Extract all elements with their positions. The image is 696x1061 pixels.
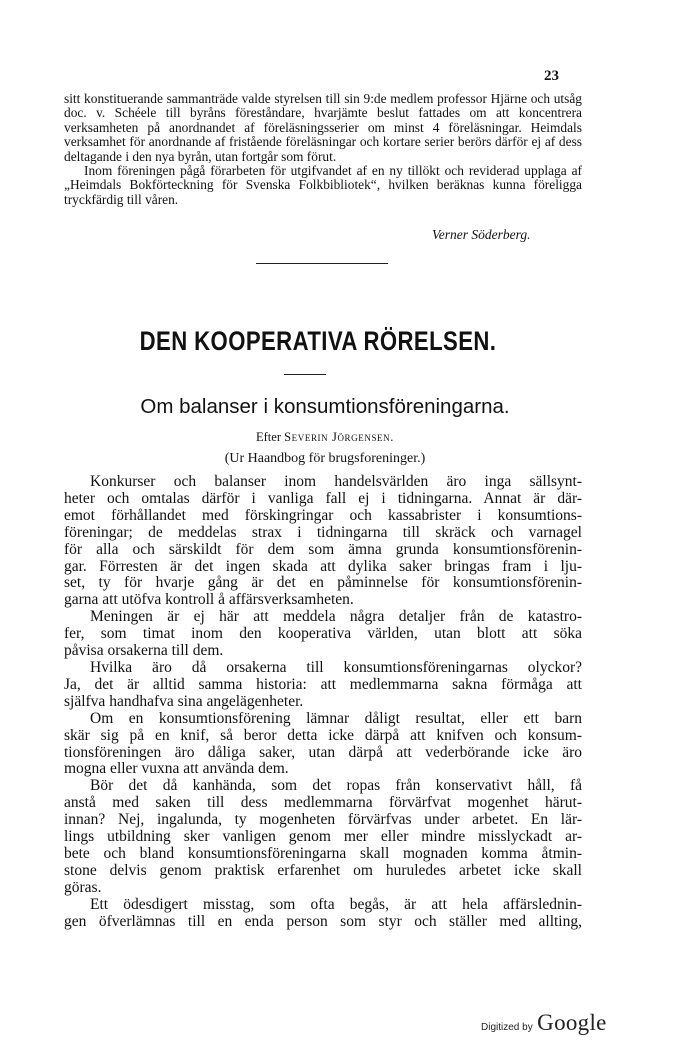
- byline: [0, 430, 650, 445]
- body-line: heter och omtalas därför i vanliga fall ej i tidningarna. Annat är där-: [64, 489, 582, 507]
- body-line: Konkurser och balanser inom handelsvärlden äro inga sällsynt-: [90, 473, 582, 490]
- signature: Verner Söderberg.: [432, 227, 531, 242]
- top-text-block: [64, 92, 582, 207]
- body-line: Om en konsumtionsförening lämnar dåligt resultat, eller ett barn: [90, 709, 582, 727]
- body-line: gar. Förresten är det ingen skada att dylika saker bringas fram i lju-: [64, 557, 582, 575]
- body-line: påvisa orsakerna till dem.: [64, 642, 224, 660]
- body-line: Meningen är ej här att meddela några detaljer från de katastro-: [90, 608, 582, 626]
- top-paragraph-1: sitt konstituerande sammanträde valde styrelsen till sin 9:de medlem professor Hjärne och utsåg doc. v. Schéele till byråns föreståndare, hvarjämte beslut fattades om att koncentrera verksamheten på anordnandet af föreläsningsserier om minst 4 föreläsningar. Heimdals verksamhet för anordnande af fristående föreläsningar och kortare serier berörs därför ej af dess deltagande i den nya byrån, utan fortgår som förut.: [64, 91, 582, 164]
- source-note: (Ur Haandbog för brugsforeninger.): [224, 451, 426, 466]
- body-line: föreningar; de meddelas strax i tidningarna till skräck och varnagel: [64, 523, 582, 541]
- body-line: mogna eller vuxna att använda dem.: [64, 760, 289, 778]
- body-line: set, ty för hvarje gång är det en påminnelse för konsumtionsförenin-: [64, 574, 582, 592]
- body-line: för alla och särskildt för dem som ämna grunda konsumtionsförenin-: [64, 540, 582, 558]
- article-title: Om balanser i konsumtionsföreningarna.: [140, 395, 510, 418]
- digitized-footer: [481, 1010, 607, 1036]
- body-line: Ett ödesdigert misstag, som ofta begås, är att hela affärslednin-: [90, 895, 582, 913]
- body-line: lings utbildning sker vanligen genom mer eller mindre misslyckadt ar-: [64, 828, 582, 846]
- body-line: garna att utöfva kontroll å affärsverksamheten.: [64, 591, 354, 609]
- body-line: göras.: [64, 878, 102, 896]
- body-line: skär sig på en knif, så beror detta icke därpå att knifven och konsum-: [64, 726, 582, 744]
- page-number: 23: [544, 68, 559, 84]
- body-line: fer, som timat inom den kooperativa världen, utan blott att söka: [64, 625, 582, 643]
- divider-short: [284, 374, 326, 375]
- body-line: Bör det då kanhända, som det ropas från konservativt håll, få: [90, 777, 582, 795]
- body-line: anstå med saken till dess medlemmarna förvärfvat mogenhet härut-: [64, 794, 582, 812]
- section-title: DEN KOOPERATIVA RÖRELSEN.: [139, 326, 497, 356]
- byline-prefix: Efter: [256, 430, 281, 444]
- body-line: bete och bland konsumtionsföreningarna skall mognaden komma åtmin-: [64, 844, 582, 862]
- body-line: gen öfverlämnas till en enda person som styr och ställer med allting,: [64, 912, 582, 930]
- divider-top: [256, 263, 388, 264]
- body-line: Ja, det är alltid samma historia: att medlemmarna sakna förmåga att: [64, 675, 582, 693]
- body-line: Hvilka äro då orsakerna till konsumtionsföreningarnas olyckor?: [90, 658, 582, 676]
- article-body: [64, 474, 582, 930]
- body-line: stone delvis genom praktisk erfarenhet om huruledes arbetet icke skall: [64, 861, 582, 879]
- byline-author: Severin Jörgensen.: [284, 430, 394, 444]
- top-paragraph-2: Inom föreningen pågå förarbeten för utgifvandet af en ny tillökt och reviderad upplaga af „Heimdals Bokförteckning för Svenska Folkbibliotek“, hvilken beräknas kunna föreligga tryckfärdig till våren.: [64, 163, 582, 207]
- footer-google-logo: Google: [537, 1010, 607, 1035]
- body-line: emot förhållandet med förskingringar och kassabrister i konsumtions-: [64, 506, 582, 524]
- body-line: tionsföreningen äro dåliga saker, utan därpå att vederbörande icke äro: [64, 743, 582, 761]
- footer-digitized-by: Digitized by: [481, 1022, 533, 1033]
- body-line: själfva handhafva sina angelägenheter.: [64, 692, 304, 710]
- body-line: innan? Nej, ingalunda, ty mogenheten förvärfvas under arbetet. En lär-: [64, 811, 582, 829]
